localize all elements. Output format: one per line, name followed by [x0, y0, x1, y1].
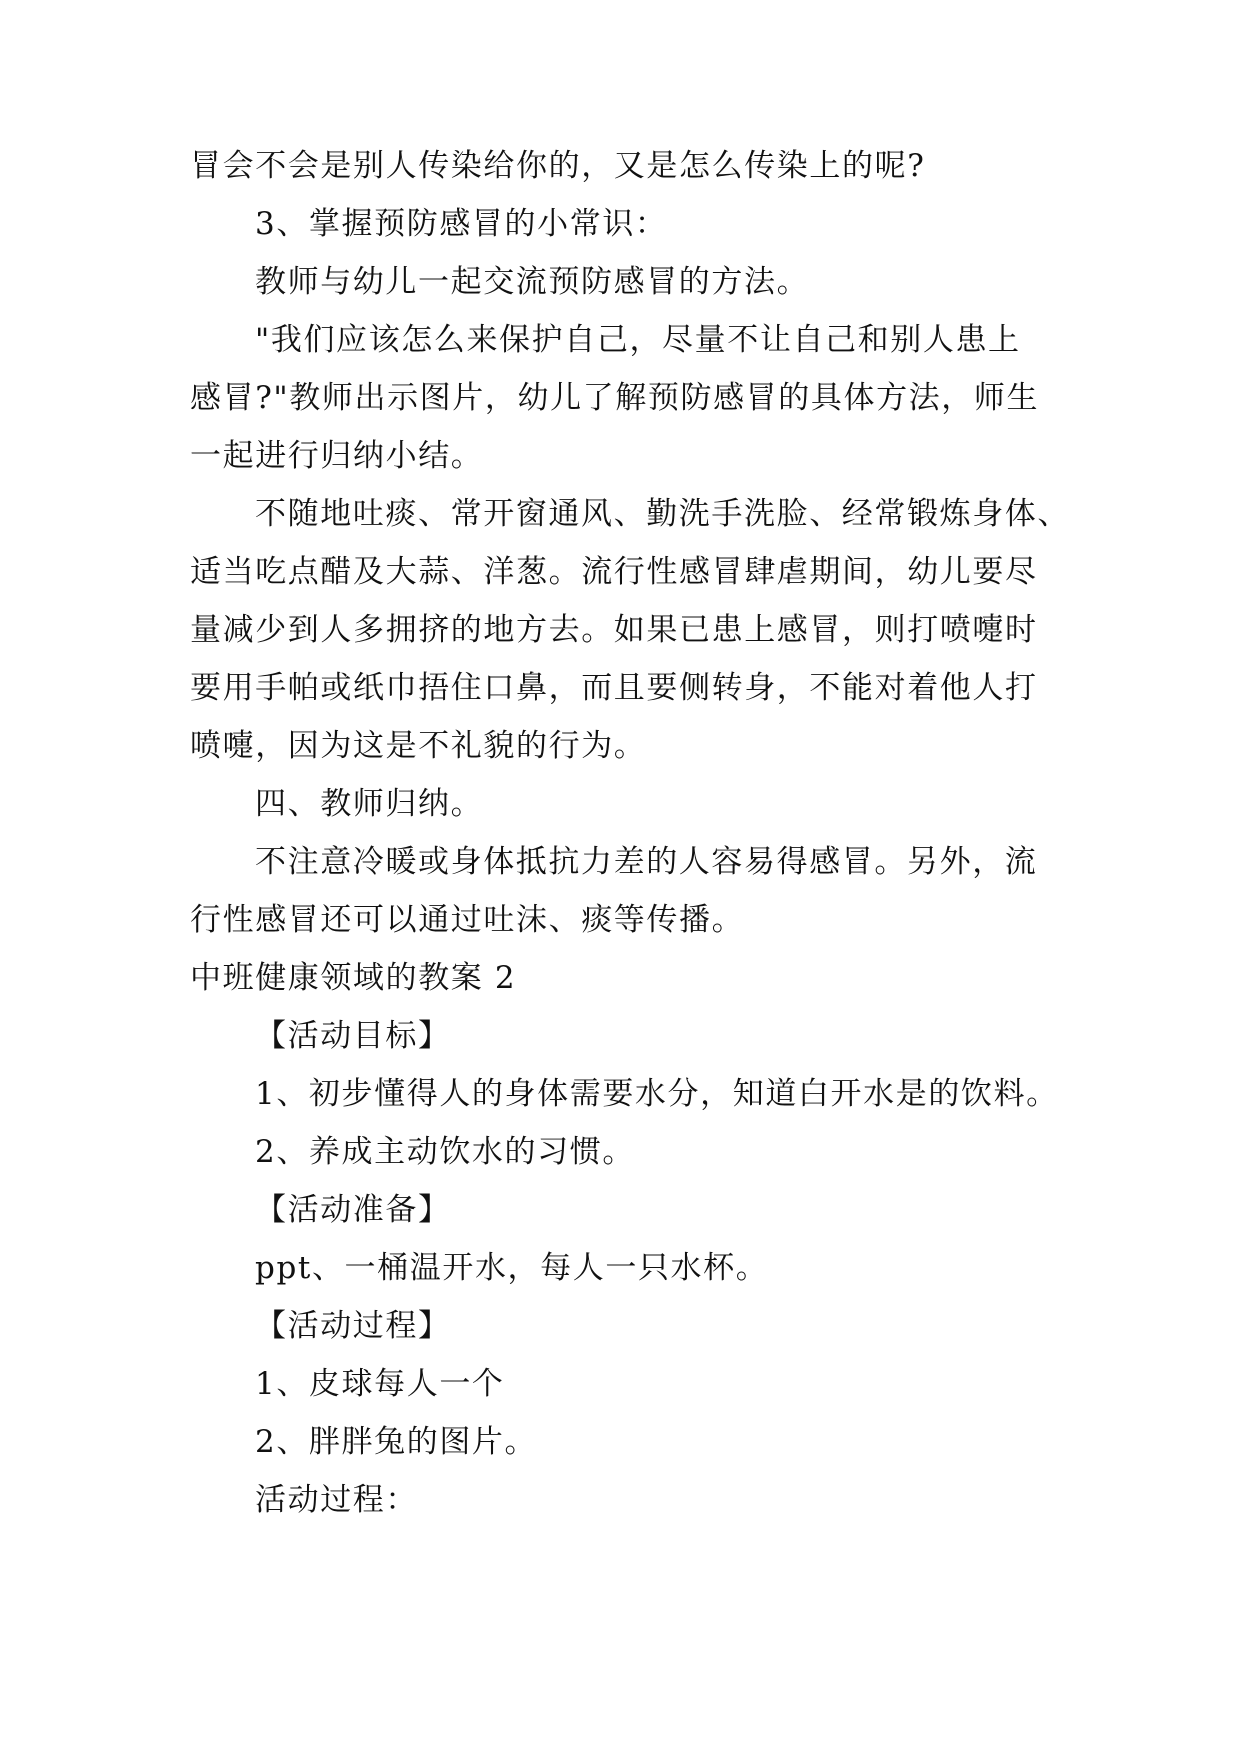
- numbered-item: 1、初步懂得人的身体需要水分，知道白开水是的饮料。: [255, 1076, 1059, 1112]
- paragraph-line: ppt、一桶温开水，每人一只水杯。: [255, 1250, 769, 1286]
- paragraph-line: 要用手帕或纸巾捂住口鼻，而且要侧转身，不能对着他人打: [190, 670, 1038, 706]
- paragraph-line: 适当吃点醋及大蒜、洋葱。流行性感冒肆虐期间，幼儿要尽: [190, 554, 1038, 590]
- paragraph-line: 感冒?"教师出示图片，幼儿了解预防感冒的具体方法，师生: [190, 380, 1040, 416]
- paragraph-line: 教师与幼儿一起交流预防感冒的方法。: [255, 264, 810, 300]
- paragraph-line: 冒会不会是别人传染给你的，又是怎么传染上的呢?: [190, 148, 926, 184]
- numbered-item: 1、皮球每人一个: [255, 1366, 505, 1402]
- paragraph-line: 量减少到人多拥挤的地方去。如果已患上感冒，则打喷嚏时: [190, 612, 1038, 648]
- paragraph-line: 行性感冒还可以通过吐沫、痰等传播。: [190, 902, 745, 938]
- section-heading: 【活动过程】: [255, 1308, 451, 1344]
- paragraph-line: 一起进行归纳小结。: [190, 438, 484, 474]
- section-heading: 四、教师归纳。: [255, 786, 484, 822]
- section-heading: 【活动准备】: [255, 1192, 451, 1228]
- section-heading: 【活动目标】: [255, 1018, 451, 1054]
- numbered-item: 2、胖胖兔的图片。: [255, 1424, 538, 1460]
- paragraph-line: 喷嚏，因为这是不礼貌的行为。: [190, 728, 647, 764]
- document-title: 中班健康领域的教案 2: [190, 960, 517, 996]
- paragraph-line: 活动过程：: [255, 1482, 418, 1518]
- numbered-item: 2、养成主动饮水的习惯。: [255, 1134, 635, 1170]
- paragraph-line: "我们应该怎么来保护自己，尽量不让自己和别人患上: [255, 322, 1021, 358]
- paragraph-line: 不随地吐痰、常开窗通风、勤洗手洗脸、经常锻炼身体、: [255, 496, 1070, 532]
- numbered-item: 3、掌握预防感冒的小常识：: [255, 206, 668, 242]
- paragraph-line: 不注意冷暖或身体抵抗力差的人容易得感冒。另外，流: [255, 844, 1038, 880]
